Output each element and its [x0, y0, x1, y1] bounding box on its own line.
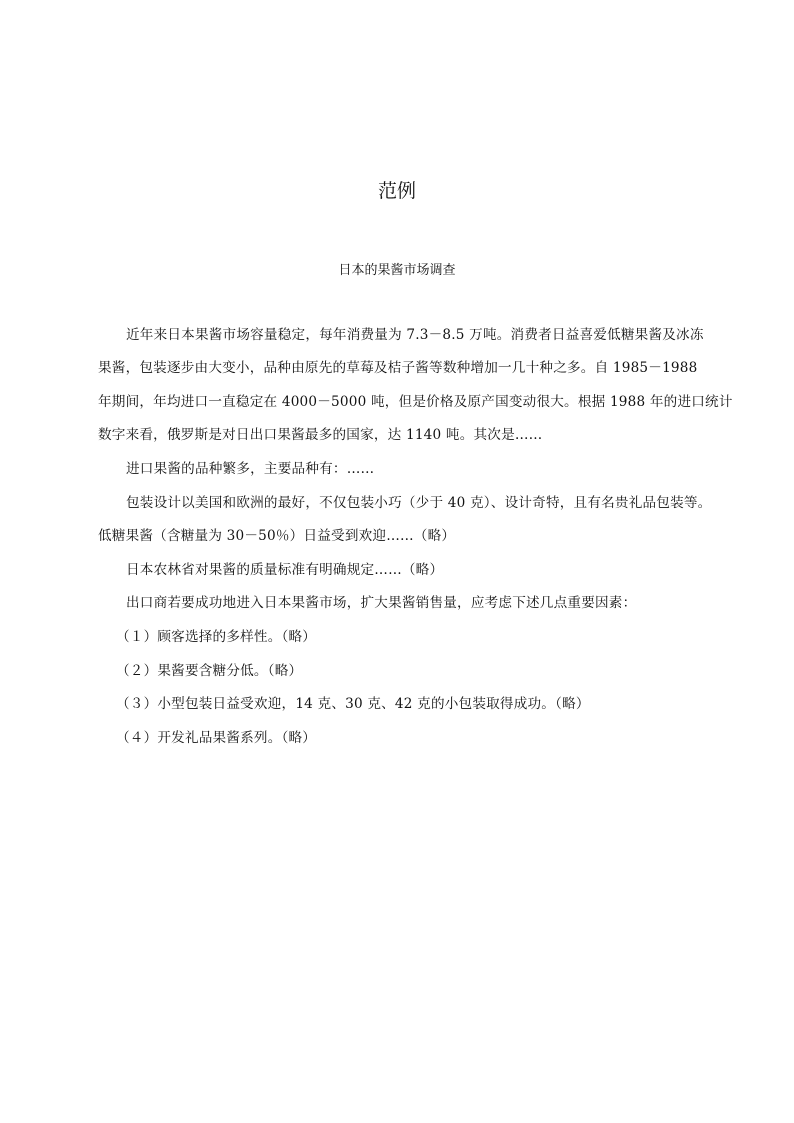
- paragraph-line: 进口果酱的品种繁多，主要品种有：……: [126, 461, 375, 477]
- article-title: 日本的果酱市场调查: [338, 263, 456, 278]
- list-item: （２）果酱要含糖分低。（略）: [116, 663, 303, 679]
- paragraph-line: 出口商若要成功地进入日本果酱市场，扩大果酱销售量，应考虑下述几点重要因素：: [126, 595, 637, 611]
- paragraph-line: 年期间，年均进口一直稳定在 4000－5000 吨，但是价格及原产国变动很大。根据 1988 年的进口统计: [98, 394, 733, 410]
- list-item: （１）顾客选择的多样性。（略）: [116, 629, 317, 645]
- page-title: 范例: [377, 180, 416, 202]
- paragraph-line: 低糖果酱（含糖量为 30－50％）日益受到欢迎……（略）: [98, 528, 456, 544]
- paragraph-line: 日本农林省对果酱的质量标准有明确规定……（略）: [126, 562, 444, 578]
- paragraph-line: 包装设计以美国和欧洲的最好，不仅包装小巧（少于 40 克）、设计奇特，且有名贵礼品包装等。: [126, 495, 712, 511]
- list-item: （４）开发礼品果酱系列。（略）: [116, 730, 317, 746]
- paragraph-line: 果酱，包装逐步由大变小，品种由原先的草莓及桔子酱等数种增加一几十种之多。自 1985－1988: [98, 360, 698, 376]
- paragraph-line: 近年来日本果酱市场容量稳定，每年消费量为 7.3－8.5 万吨。消费者日益喜爱低糖果酱及冰冻: [126, 327, 704, 343]
- paragraph-line: 数字来看，俄罗斯是对日出口果酱最多的国家，达 1140 吨。其次是……: [98, 427, 543, 443]
- list-item: （３）小型包装日益受欢迎，14 克、30 克、42 克的小包装取得成功。（略）: [116, 696, 590, 712]
